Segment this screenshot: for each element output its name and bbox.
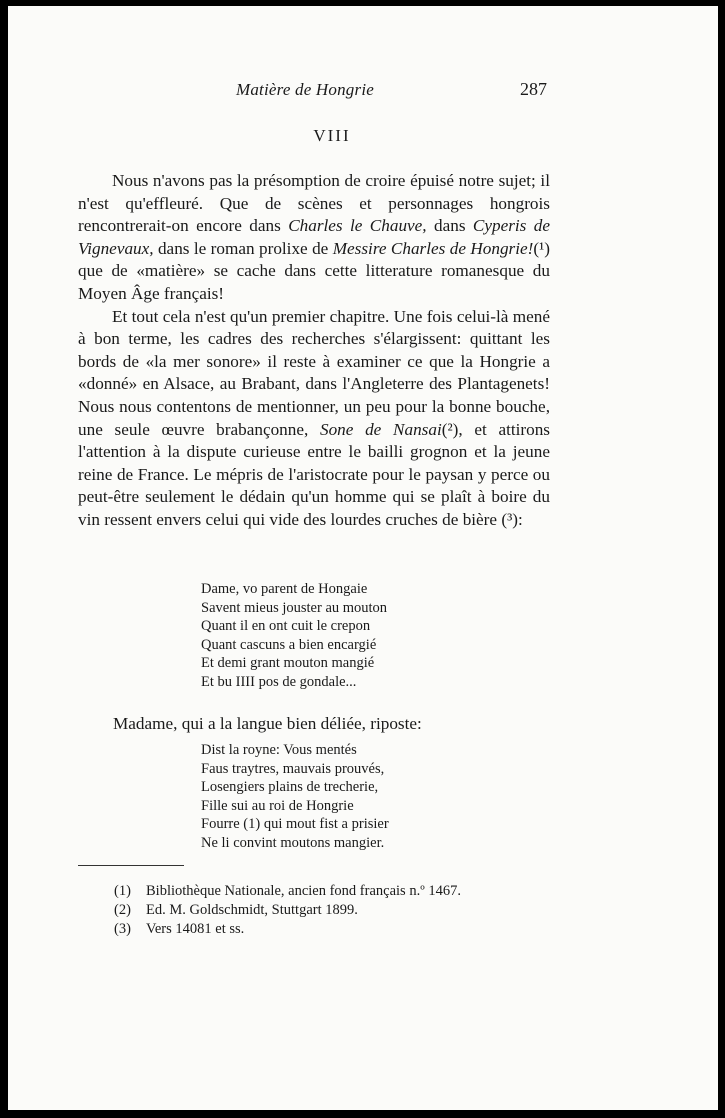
p2-footnote-ref-2: (²), [441, 419, 463, 439]
p1-footnote-ref: (¹) [533, 238, 550, 258]
verse-line: Savent mieus jouster au mouton [201, 599, 388, 616]
paragraph-2 [78, 306, 550, 532]
footnote-number: (1) [114, 883, 131, 899]
p2-title-sone-de-nansai: Sone de Nansai [319, 419, 442, 439]
verse-line: Quant il en ont cuit le crepon [201, 618, 371, 635]
verse-line: Quant cascuns a bien encargié [201, 636, 377, 653]
p1-text-4: que de «matière» se cache dans cette litterature romanesque du Moyen Âge français! [78, 261, 550, 303]
book-page [8, 6, 718, 1110]
p1-title-charles-le-chauve: Charles le Chauve, [288, 216, 427, 236]
footnote-rule [78, 865, 184, 866]
footnote-text: Bibliothèque Nationale, ancien fond français n.º 1467. [146, 883, 461, 899]
body-text [78, 170, 550, 532]
footnotes [114, 882, 461, 939]
verse-line: Losengiers plains de trecherie, [201, 779, 379, 796]
footnote-number: (2) [114, 902, 131, 918]
p1-text-1: Nous n'avons pas la présomption de croire épuisé notre sujet; il n'est qu'effleuré. Que de scènes et personnages hongrois rencontrerait-on encore dans [78, 171, 550, 236]
verse-line: Et bu IIII pos de gondale... [201, 673, 357, 690]
verse-line: Fille sui au roi de Hongrie [201, 797, 354, 814]
p1-title-messire-charles: Messire Charles de Hongrie! [332, 238, 534, 258]
verse-quote-1 [201, 580, 387, 692]
verse-line: Fourre (1) qui mout fist a prisier [201, 816, 389, 833]
verse-line: Et demi grant mouton mangié [201, 655, 375, 672]
interlude-line: Madame, qui a la langue bien déliée, riposte: [113, 714, 422, 733]
running-head [8, 76, 718, 102]
p1-text-2: dans [426, 216, 473, 236]
chapter-heading: VIII [313, 126, 351, 145]
verse-line: Dist la royne: Vous mentés [201, 742, 357, 758]
footnote-text: Ed. M. Goldschmidt, Stuttgart 1899. [146, 902, 358, 918]
paragraph-1 [78, 170, 550, 306]
p2-text-1: Et tout cela n'est qu'un premier chapitre. Une fois celui-là mené à bon terme, les cadres des recherches s'élargissent: quittant les bords de «la mer sonore» il reste à examiner ce que la Hongrie a «donné» en Alsace, au Brabant, dans l'Angleterre des Plantagenets! Nous nous contentons de mentionner, un peu pour la bonne bouche, une seule œuvre brabançonne, [78, 306, 550, 439]
page-number: 287 [520, 79, 547, 99]
p1-title-cyperis: Cyperis de Vignevaux, [78, 216, 550, 258]
verse-line: Dame, vo parent de Hongaie [201, 581, 368, 597]
running-head-title: Matière de Hongrie [236, 80, 374, 99]
verse-quote-2 [201, 741, 389, 853]
footnote-3 [114, 920, 461, 939]
verse-line: Faus traytres, mauvais prouvés, [201, 760, 385, 777]
p1-text-3: dans le roman prolixe de [153, 238, 333, 258]
p2-text-2: et attirons l'attention à la dispute curieuse entre le bailli grognon et la jeune reine de France. Le mépris de l'aristocrate pour le paysan y perce ou peut-être seulement le dédain qu'un homme qui se plaît à boire du vin ressent envers celui qui vide des lourdes cruches de bière [78, 419, 550, 529]
footnote-1 [114, 882, 461, 901]
footnote-2 [114, 901, 461, 920]
p2-footnote-ref-3: (³): [501, 509, 523, 529]
verse-line: Ne li convint moutons mangier. [201, 834, 385, 851]
footnote-number: (3) [114, 921, 131, 937]
footnote-text: Vers 14081 et ss. [146, 921, 245, 937]
